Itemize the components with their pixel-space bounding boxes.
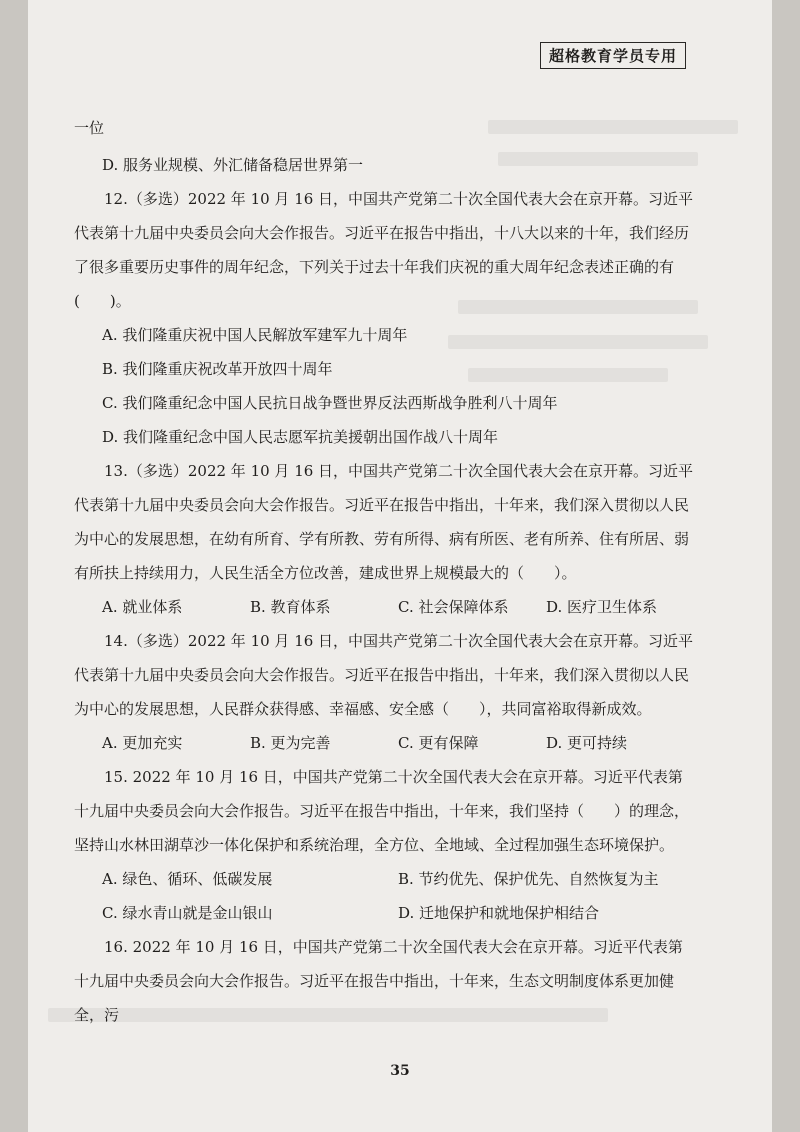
page-number: 35 <box>390 1063 410 1079</box>
question-14 <box>74 624 694 760</box>
option-c: C. 社会保障体系 <box>398 598 509 616</box>
option-b: B. 我们隆重庆祝改革开放四十周年 <box>102 360 333 378</box>
question-12 <box>74 182 694 454</box>
option-c: C. 绿水青山就是金山银山 <box>102 904 273 922</box>
option-d: D. 更可持续 <box>546 734 628 752</box>
question-stem: 14.（多选）2022 年 10 月 16 日，中国共产党第二十次全国代表大会在京开幕。习近平代表第十九届中央委员会向大会作报告。习近平在报告中指出，十年来，我们深入贯彻以人民为中心的发展思想，人民群众获得感、幸福感、安全感（ ），共同富裕取得新成效。 <box>74 632 694 718</box>
option-d: D. 医疗卫生体系 <box>546 598 658 616</box>
option-d: D. 我们隆重纪念中国人民志愿军抗美援朝出国作战八十周年 <box>102 428 499 446</box>
header-stamp: 超格教育学员专用 <box>540 42 686 69</box>
option-b: B. 节约优先、保护优先、自然恢复为主 <box>398 870 659 888</box>
option-a: A. 更加充实 <box>102 734 183 752</box>
option-d: D. 迁地保护和就地保护相结合 <box>398 904 600 922</box>
option-c: C. 更有保障 <box>398 734 479 752</box>
question-stem: 16. 2022 年 10 月 16 日，中国共产党第二十次全国代表大会在京开幕。习近平代表第十九届中央委员会向大会作报告。习近平在报告中指出，十年来，生态文明制度体系更加健全，污 <box>74 938 683 1024</box>
option-c: C. 我们隆重纪念中国人民抗日战争暨世界反法西斯战争胜利八十周年 <box>102 394 558 412</box>
option-b: B. 教育体系 <box>250 598 331 616</box>
question-stem: 15. 2022 年 10 月 16 日，中国共产党第二十次全国代表大会在京开幕。习近平代表第十九届中央委员会向大会作报告。习近平在报告中指出，十年来，我们坚持（ ）的理念，坚持山水林田湖草沙一体化保护和系统治理，全方位、全地域、全过程加强生态环境保护。 <box>74 768 690 854</box>
option-a: A. 就业体系 <box>102 598 183 616</box>
question-15 <box>74 760 694 930</box>
document-body <box>74 118 694 1032</box>
question-13 <box>74 454 694 624</box>
prev-option-d: D. 服务业规模、外汇储备稳居世界第一 <box>102 156 364 174</box>
continuation-text: 一位 <box>74 119 105 137</box>
question-16 <box>74 930 694 1032</box>
option-b: B. 更为完善 <box>250 734 331 752</box>
question-stem: 12.（多选）2022 年 10 月 16 日，中国共产党第二十次全国代表大会在京开幕。习近平代表第十九届中央委员会向大会作报告。习近平在报告中指出，十八大以来的十年，我们经历了很多重要历史事件的周年纪念，下列关于过去十年我们庆祝的重大周年纪念表述正确的有( )。 <box>74 190 694 310</box>
option-a: A. 我们隆重庆祝中国人民解放军建军九十周年 <box>102 326 408 344</box>
option-a: A. 绿色、循环、低碳发展 <box>102 870 273 888</box>
question-stem: 13.（多选）2022 年 10 月 16 日，中国共产党第二十次全国代表大会在京开幕。习近平代表第十九届中央委员会向大会作报告。习近平在报告中指出，十年来，我们深入贯彻以人民为中心的发展思想，在幼有所育、学有所教、劳有所得、病有所医、老有所养、住有所居、弱有所扶上持续用力，人民生活全方位改善，建成世界上规模最大的（ ）。 <box>74 462 694 582</box>
